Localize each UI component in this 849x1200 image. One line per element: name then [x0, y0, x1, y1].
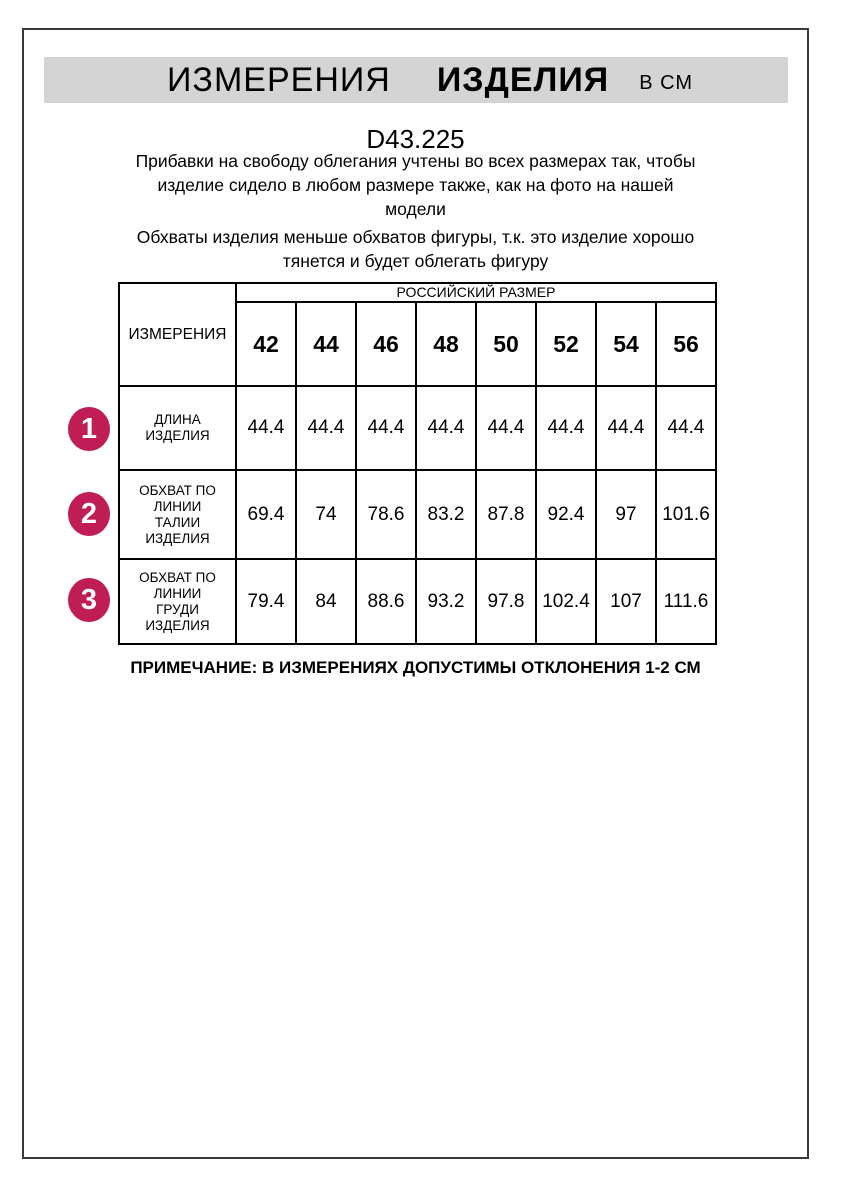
measurement-value: 102.4 — [536, 559, 596, 644]
row-label: ОБХВАТ ПО ЛИНИИ ТАЛИИ ИЗДЕЛИЯ — [119, 470, 236, 559]
measurement-value: 44.4 — [356, 386, 416, 470]
measurement-value: 44.4 — [236, 386, 296, 470]
measurements-table — [118, 282, 717, 645]
measurement-value: 44.4 — [656, 386, 716, 470]
title-bar — [44, 57, 788, 103]
measurement-value: 44.4 — [416, 386, 476, 470]
size-col-header: 44 — [296, 302, 356, 386]
measurement-value: 97 — [596, 470, 656, 559]
size-col-header: 42 — [236, 302, 296, 386]
row-number-badge-3: 3 — [68, 578, 110, 622]
measurement-value: 83.2 — [416, 470, 476, 559]
measurements-table-area — [118, 282, 717, 645]
measurement-value: 69.4 — [236, 470, 296, 559]
row-label: ОБХВАТ ПО ЛИНИИ ГРУДИ ИЗДЕЛИЯ — [119, 559, 236, 644]
table-row-chest — [119, 559, 716, 644]
intro-line: тянется и будет облегать фигуру — [282, 251, 549, 271]
table-row-length — [119, 386, 716, 470]
measurement-value: 92.4 — [536, 470, 596, 559]
title-product: ИЗДЕЛИЯ — [436, 60, 610, 99]
measurement-value: 101.6 — [656, 470, 716, 559]
size-col-header: 48 — [416, 302, 476, 386]
measurement-value: 88.6 — [356, 559, 416, 644]
intro-paragraph-2 — [22, 225, 809, 273]
row-label: ДЛИНА ИЗДЕЛИЯ — [119, 386, 236, 470]
size-col-header: 56 — [656, 302, 716, 386]
intro-paragraph-1 — [22, 149, 809, 221]
intro-text — [22, 149, 809, 277]
intro-line: Обхваты изделия меньше обхватов фигуры, т.к. это изделие хорошо — [136, 227, 695, 247]
size-col-header: 52 — [536, 302, 596, 386]
measurement-value: 78.6 — [356, 470, 416, 559]
table-corner-label: ИЗМЕРЕНИЯ — [119, 283, 236, 386]
intro-line: изделие сидело в любом размере также, как на фото на нашей — [157, 175, 674, 195]
measurement-value: 74 — [296, 470, 356, 559]
intro-line: Прибавки на свободу облегания учтены во всех размерах так, чтобы — [135, 151, 696, 171]
size-group-header: РОССИЙСКИЙ РАЗМЕР — [236, 283, 716, 302]
measurement-value: 97.8 — [476, 559, 536, 644]
product-code: D43.225 — [366, 124, 465, 154]
measurement-value: 107 — [596, 559, 656, 644]
measurement-value: 44.4 — [536, 386, 596, 470]
title-unit: В СМ — [639, 72, 694, 94]
measurement-value: 87.8 — [476, 470, 536, 559]
row-number-badge-1: 1 — [68, 407, 110, 451]
table-row-waist — [119, 470, 716, 559]
measurement-value: 44.4 — [596, 386, 656, 470]
size-col-header: 46 — [356, 302, 416, 386]
measurement-value: 111.6 — [656, 559, 716, 644]
measurement-value: 44.4 — [296, 386, 356, 470]
size-col-header: 50 — [476, 302, 536, 386]
note-text: ПРИМЕЧАНИЕ: В ИЗМЕРЕНИЯХ ДОПУСТИМЫ ОТКЛОНЕНИЯ 1-2 СМ — [130, 658, 701, 677]
measurement-value: 93.2 — [416, 559, 476, 644]
size-col-header: 54 — [596, 302, 656, 386]
row-number-badge-2: 2 — [68, 492, 110, 536]
measurement-value: 44.4 — [476, 386, 536, 470]
measurement-value: 84 — [296, 559, 356, 644]
title-measurements: ИЗМЕРЕНИЯ — [166, 60, 391, 99]
intro-line: модели — [385, 199, 446, 219]
measurement-value: 79.4 — [236, 559, 296, 644]
